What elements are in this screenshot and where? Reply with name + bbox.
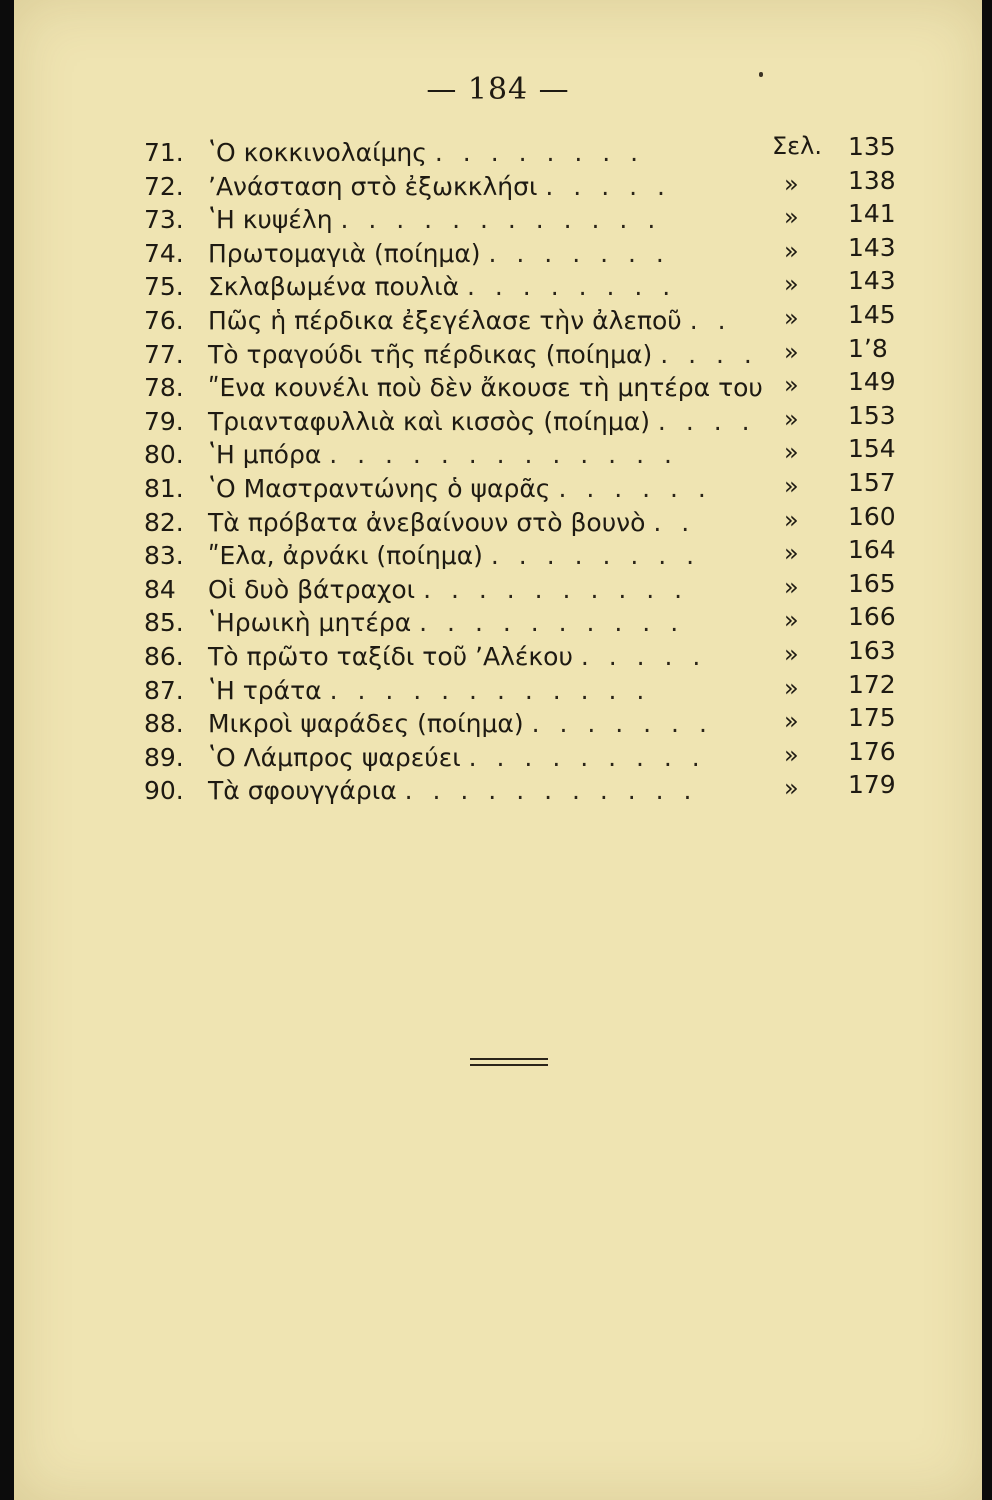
entry-number: 80. [144,440,184,470]
toc-entry [144,669,904,710]
entry-number: 72. [144,171,184,201]
leader-dots: . . . . . . . . [467,272,677,302]
entry-number: 78. [144,373,184,403]
entry-title: ʺΕλα, ἀρνάκι (ποίημα) . . . . . . . . [208,541,701,571]
entry-number: 76. [144,305,184,335]
entry-title: Πρωτομαγιὰ (ποίημα) . . . . . . . [208,238,670,268]
entry-number: 75. [144,272,184,302]
entry-title: ʽΟ Μαστραντώνης ὁ ψαρᾶς . . . . . . [208,473,712,503]
ditto-mark: » [784,740,799,769]
separator-rule [470,1058,548,1066]
leader-dots: . . . . . [545,171,671,201]
entry-number: 90. [144,776,184,806]
entry-page: 145 [848,299,896,329]
entry-number: 71. [144,138,184,167]
ditto-mark: » [784,404,799,433]
toc-entry [144,299,904,340]
ditto-mark: » [784,639,799,668]
entry-page: 175 [848,703,896,733]
leader-dots: . . . . . . . . . . . . [329,675,651,705]
toc-entry [144,434,904,474]
entry-page: 153 [848,400,896,430]
entry-page: 143 [848,266,896,296]
leader-dots: . . . . . . . . . . . . . [329,440,678,470]
ditto-mark: » [784,673,799,702]
entry-number: 73. [144,205,184,235]
ditto-mark: » [784,438,799,467]
entry-title: ʽΗ κυψέλη . . . . . . . . . . . . [208,205,662,235]
leader-dots: . . . . . . . . [434,138,645,167]
book-page [14,0,982,1500]
entry-page: 164 [848,535,896,565]
toc-entry [144,535,904,575]
entry-page: 143 [848,232,896,262]
entry-page: 176 [848,736,896,766]
ditto-mark: » [784,707,799,736]
entry-page: 141 [848,199,896,229]
entry-number: 74. [144,238,184,268]
ditto-mark: » [784,169,799,198]
ditto-mark: » [784,606,799,635]
toc-entry [144,602,904,642]
ditto-mark: » [784,303,799,332]
entry-page: 165 [848,568,896,598]
toc-entry [144,266,904,306]
entry-title: Τὸ τραγούδι τῆς πέρδικας (ποίημα) . . . . [208,339,758,369]
entry-page: 179 [848,770,896,800]
toc-entry [144,736,904,777]
leader-dots: . . . . . . . [488,238,670,268]
entry-page: 149 [848,367,896,397]
entry-number: 84 [144,574,176,604]
toc-entry [144,635,904,676]
leader-dots: . . . . . . . . . . [419,608,685,638]
toc-entry [144,199,904,239]
entry-title: ʼΑνάσταση στὸ ἐξωκκλήσι . . . . . [208,171,671,201]
toc-entry [144,770,904,810]
ditto-mark: » [784,505,799,534]
entry-title: Σκλαβωμένα πουλιὰ . . . . . . . . [208,272,677,302]
leader-dots: . . . . . [580,641,707,671]
toc-entry [144,333,904,374]
ditto-mark: » [784,236,799,265]
entry-page: 138 [848,165,896,195]
toc-entry [144,501,904,542]
entry-number: 89. [144,742,184,772]
entry-page: 154 [848,434,896,464]
entry-number: 86. [144,641,184,671]
ditto-mark: » [784,539,799,568]
entry-number: 82. [144,507,184,537]
entry-title: Τριανταφυλλιὰ καὶ κισσὸς (ποίημα) . . . . [208,406,756,436]
ditto-mark: » [784,572,799,601]
ditto-mark: » [784,774,799,803]
toc-entry [144,568,904,609]
leader-dots: . . . . . . . . . . . [404,776,698,806]
leader-dots: . . . . . . . . . . . . [340,205,662,235]
entry-title: Τὸ πρῶτο ταξίδι τοῦ ʼΑλέκου . . . . . [208,641,707,671]
ditto-mark: » [784,337,799,366]
toc-entry [144,467,904,508]
toc-entry [144,132,904,172]
entry-title: ʽΗ τράτα . . . . . . . . . . . . [208,675,651,705]
leader-dots: . . . . . . . [531,709,713,739]
leader-dots: . . . . [660,339,758,369]
entry-title: Μικροὶ ψαράδες (ποίημα) . . . . . . . [208,709,713,739]
entry-number: 87. [144,675,184,705]
entry-title: ʽΟ κοκκινολαίμης . . . . . . . . [208,138,645,167]
page-number: — 184 — [426,72,570,107]
entry-page: 157 [848,467,896,497]
entry-title: Τὰ πρόβατα ἀνεβαίνουν στὸ βουνὸ . . [208,507,696,537]
entry-title: ʽΗ μπόρα . . . . . . . . . . . . . [208,440,678,470]
entry-page: 166 [848,602,896,632]
entry-page: 163 [848,635,896,665]
table-of-contents [144,132,904,810]
entry-title: ʽΗρωικὴ μητέρα . . . . . . . . . . [208,608,685,638]
leader-dots: . . . . . . . . . . [423,574,689,604]
leader-dots: . . . . [657,406,756,436]
entry-number: 88. [144,709,184,739]
entry-number: 79. [144,406,184,436]
toc-entry [144,703,904,743]
entry-title: ʺΕνα κουνέλι ποὺ δὲν ἄκουσε τὴ μητέρα του [208,373,763,403]
entry-page: 1ʼ8 [848,333,888,363]
leader-dots: . . [653,507,696,537]
toc-entry [144,400,904,441]
leader-dots: . . . . . . . . [490,541,701,571]
entry-page: 135 [848,132,896,161]
toc-entry [144,232,904,273]
ditto-mark: Σελ. [772,132,822,160]
entry-number: 83. [144,541,184,571]
entry-page: 172 [848,669,896,699]
ditto-mark: » [784,471,799,500]
leader-dots: . . [689,305,732,335]
toc-entry [144,165,904,206]
entry-number: 81. [144,473,184,503]
entry-number: 85. [144,608,184,638]
entry-title: ʽΟ Λάμπρος ψαρεύει . . . . . . . . . [208,742,706,772]
leader-dots: . . . . . . . . . [468,742,706,772]
ditto-mark: » [784,270,799,299]
entry-title: Οἱ δυὸ βάτραχοι . . . . . . . . . . [208,574,689,604]
ditto-mark: » [784,203,799,232]
leader-dots: . . . . . . [558,473,712,503]
entry-number: 77. [144,339,184,369]
entry-page: 160 [848,501,896,531]
toc-entry [144,367,904,407]
entry-title: Τὰ σφουγγάρια . . . . . . . . . . . [208,776,698,806]
ditto-mark: » [784,371,799,400]
entry-title: Πῶς ἡ πέρδικα ἐξεγέλασε τὴν ἀλεποῦ . . [208,305,732,335]
